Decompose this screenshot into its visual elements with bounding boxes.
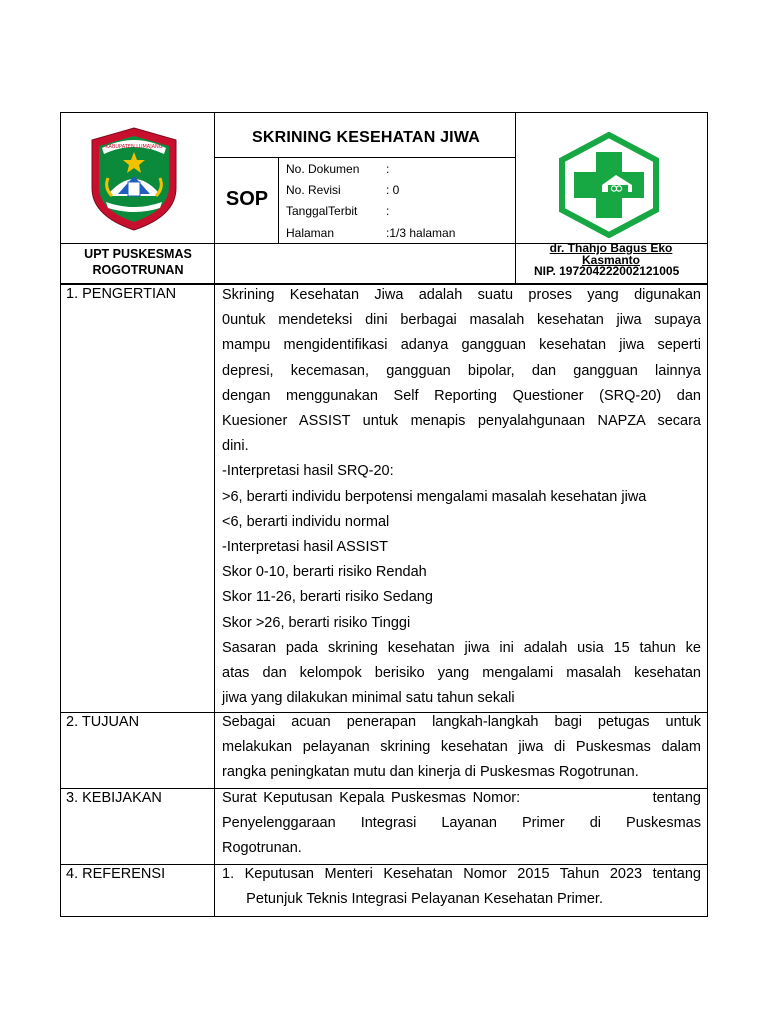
section-label-referensi: 4. REFERENSI — [66, 866, 166, 882]
text-line: jiwa yang dilakukan minimal satu tahun sekali — [222, 690, 515, 707]
list-item: 1. Keputusan Menteri Kesehatan Nomor 2015 Tahun 2023 tentang — [222, 866, 701, 882]
section-label-pengertian: 1. PENGERTIAN — [66, 286, 177, 302]
section-label-kebijakan: 3. KEBIJAKAN — [66, 790, 162, 806]
kabupaten-lumajang-logo-icon — [88, 126, 180, 232]
text-line: >6, berarti individu berpotensi mengalami masalah kesehatan jiwa — [222, 488, 647, 505]
meta-value-halaman: :1/3 halaman — [386, 226, 456, 240]
text-line: Skrining Kesehatan Jiwa adalah suatu proses yang digunakan — [222, 287, 701, 303]
signer-name-line2: Kasmanto — [581, 252, 640, 267]
text-line: atas dan kelompok berisiko yang mengalami masalah kesehatan — [222, 665, 701, 682]
text-line: mampu mengidentifikasi adanya gangguan kesehatan jiwa seperti — [222, 337, 701, 354]
text-line: Surat Keputusan Kepala Puskesmas Nomor: tentang — [222, 790, 701, 806]
section-text-pengertian — [222, 283, 701, 711]
text-line: Sebagai acuan penerapan langkah-langkah bagi petugas untuk — [222, 714, 701, 730]
meta-value-tanggal-terbit: : — [386, 204, 390, 218]
meta-value-no-revisi: : 0 — [386, 183, 400, 197]
text-line: 0untuk mendeteksi dini berbagai masalah kesehatan jiwa supaya — [222, 312, 701, 329]
list-item-continuation: Petunjuk Teknis Integrasi Pelayanan Kesehatan Primer. — [222, 891, 603, 908]
meta-label-no-revisi: No. Revisi — [286, 183, 341, 197]
svg-text:KABUPATEN LUMAJANG: KABUPATEN LUMAJANG — [105, 144, 163, 150]
unit-name-line1: UPT PUSKESMAS — [84, 247, 192, 261]
meta-value-no-dokumen: : — [386, 162, 390, 176]
meta-label-halaman: Halaman — [286, 226, 335, 240]
text-line: melakukan pelayanan skrining kesehatan jiwa di Puskesmas dalam — [222, 739, 701, 756]
section-label-tujuan: 2. TUJUAN — [66, 714, 140, 730]
text-line: <6, berarti individu normal — [222, 513, 390, 530]
text-line: Rogotrunan. — [222, 840, 302, 857]
text-line: Skor 0-10, berarti risiko Rendah — [222, 564, 427, 581]
sop-label: SOP — [225, 187, 269, 210]
signer-name-line1: dr. Thahjo Bagus Eko — [549, 241, 673, 255]
text-line: -Interpretasi hasil ASSIST — [222, 539, 389, 556]
text-line: depresi, kecemasan, gangguan bipolar, dan gangguan lainnya — [222, 362, 701, 379]
text-line: -Interpretasi hasil SRQ-20: — [222, 463, 394, 480]
text-line: Sasaran pada skrining kesehatan jiwa ini adalah usia 15 tahun ke — [222, 639, 701, 656]
meta-label-no-dokumen: No. Dokumen — [286, 162, 360, 176]
unit-name — [62, 246, 214, 278]
text-line: Penyelenggaraan Integrasi Layanan Primer di Puskesmas — [222, 815, 701, 832]
signer-block — [518, 243, 704, 278]
section-text-kebijakan — [222, 786, 701, 862]
section-text-tujuan — [222, 710, 701, 786]
sop-divider — [278, 157, 279, 243]
text-line: dini. — [222, 438, 249, 455]
signer-nip: NIP. 197204222002121005 — [534, 264, 680, 278]
document-title: SKRINING KESEHATAN JIWA — [251, 129, 481, 146]
text-line: Skor >26, berarti risiko Tinggi — [222, 614, 411, 631]
kemenkes-logo-icon — [556, 132, 662, 238]
meta-label-tanggal-terbit: TanggalTerbit — [286, 204, 358, 218]
section-text-referensi — [222, 862, 701, 912]
text-line: Kuesioner ASSIST untuk menapis penyalahgunaan NAPZA secara — [222, 413, 701, 430]
text-line: rangka peningkatan mutu dan kinerja di Puskesmas Rogotrunan. — [222, 764, 639, 781]
text-line: dengan menggunakan Self Reporting Questioner (SRQ-20) dan — [222, 387, 701, 404]
unit-name-line2: ROGOTRUNAN — [92, 263, 184, 277]
text-line: Skor 11-26, berarti risiko Sedang — [222, 589, 433, 606]
